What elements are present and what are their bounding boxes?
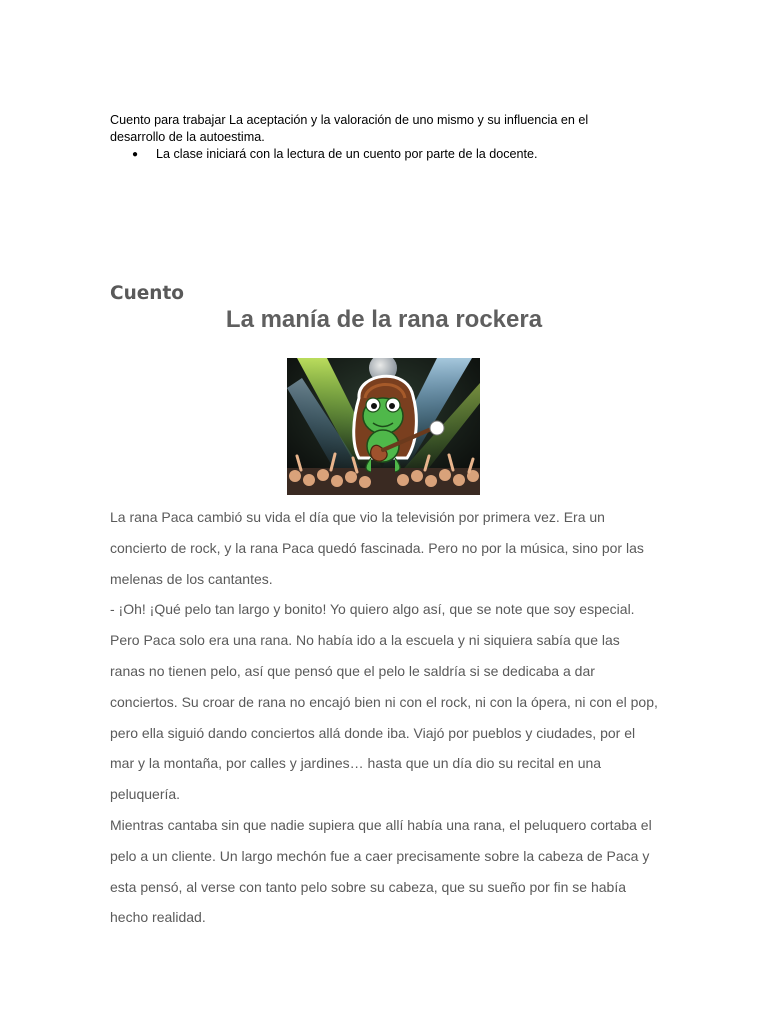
story-paragraph: La rana Paca cambió su vida el día que vio la televisión por primera vez. Era un concierto de rock, y la rana Paca quedó fascinada. Pero no por la música, sino por las melenas de los cantantes. [110, 509, 644, 587]
rockstar-frog-icon [287, 358, 480, 495]
intro-block [110, 112, 640, 163]
rockstar-frog-illustration [287, 358, 480, 495]
story-paragraph: Mientras cantaba sin que nadie supiera que allí había una rana, el peluquero cortaba el pelo a un cliente. Un largo mechón fue a caer precisamente sobre la cabeza de Paca y esta pensó, al verse con tanto pelo sobre su cabeza, que su sueño por fin se había hecho realidad. [110, 816, 652, 926]
intro-paragraph: Cuento para trabajar La aceptación y la valoración de uno mismo y su influencia en el desarrollo de la autoestima. [110, 113, 589, 144]
story-body [110, 502, 658, 933]
story-paragraph: Pero Paca solo era una rana. No había ido a la escuela y ni siquiera sabía que las ranas no tienen pelo, así que pensó que el pelo le saldría si se dedicaba a dar conciertos. Su croar de rana no encajó bien ni con el rock, ni con la ópera, ni con el pop, pero ella siguió dando conciertos allá donde iba. Viajó por pueblos y ciudades, por el mar y la montaña, por calles y jardines… hasta que un día dio su recital en una peluquería. [110, 632, 658, 803]
story-title: La manía de la rana rockera [225, 306, 543, 333]
bullet-icon: ● [132, 149, 139, 160]
intro-bullet-text: La clase iniciará con la lectura de un cuento por parte de la docente. [156, 147, 538, 161]
intro-bullet-item [132, 146, 640, 163]
intro-bullet-list [110, 146, 640, 163]
section-heading: Cuento [110, 283, 185, 304]
story-paragraph: - ¡Oh! ¡Qué pelo tan largo y bonito! Yo quiero algo así, que se note que soy especial. [110, 601, 635, 618]
